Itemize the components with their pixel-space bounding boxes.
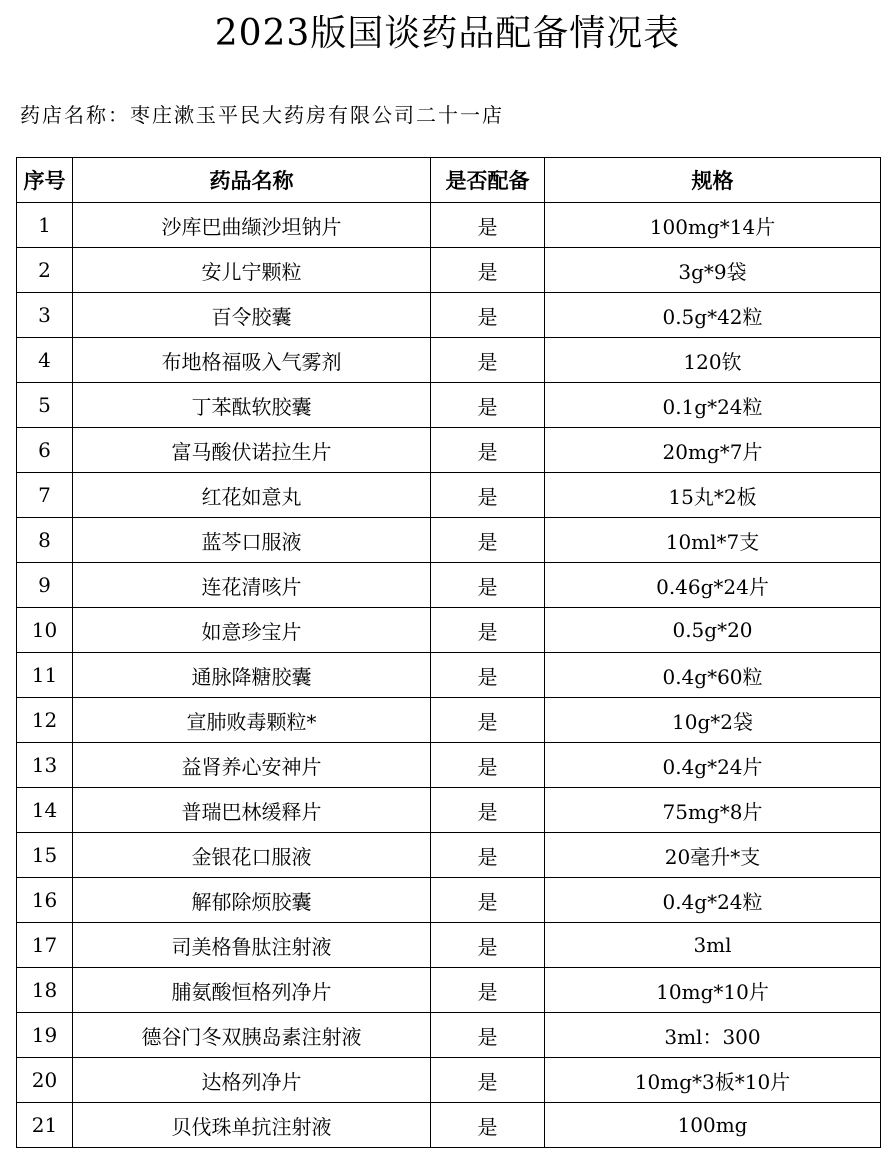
cell-name: 富马酸伏诺拉生片 — [73, 428, 431, 473]
header-stocked: 是否配备 — [431, 158, 545, 203]
table-row — [17, 1103, 881, 1148]
cell-name: 百令胶囊 — [73, 293, 431, 338]
cell-no: 6 — [17, 428, 73, 473]
table-row — [17, 428, 881, 473]
cell-name: 丁苯酞软胶囊 — [73, 383, 431, 428]
cell-name: 益肾养心安神片 — [73, 743, 431, 788]
cell-spec: 0.5g*20 — [545, 608, 881, 653]
cell-no: 10 — [17, 608, 73, 653]
cell-spec: 3ml：300 — [545, 1013, 881, 1058]
cell-name: 德谷门冬双胰岛素注射液 — [73, 1013, 431, 1058]
cell-name: 解郁除烦胶囊 — [73, 878, 431, 923]
cell-stocked: 是 — [431, 1103, 545, 1148]
table-row — [17, 293, 881, 338]
table-row — [17, 743, 881, 788]
store-name: 枣庄漱玉平民大药房有限公司二十一店 — [130, 103, 504, 127]
cell-stocked: 是 — [431, 968, 545, 1013]
cell-no: 19 — [17, 1013, 73, 1058]
cell-stocked: 是 — [431, 338, 545, 383]
cell-spec: 0.4g*24片 — [545, 743, 881, 788]
cell-no: 9 — [17, 563, 73, 608]
cell-no: 7 — [17, 473, 73, 518]
table-row — [17, 383, 881, 428]
cell-name: 宣肺败毒颗粒* — [73, 698, 431, 743]
cell-no: 17 — [17, 923, 73, 968]
cell-stocked: 是 — [431, 473, 545, 518]
cell-no: 21 — [17, 1103, 73, 1148]
cell-name: 布地格福吸入气雾剂 — [73, 338, 431, 383]
cell-no: 20 — [17, 1058, 73, 1103]
cell-stocked: 是 — [431, 383, 545, 428]
cell-name: 通脉降糖胶囊 — [73, 653, 431, 698]
cell-spec: 3g*9袋 — [545, 248, 881, 293]
table-row — [17, 698, 881, 743]
cell-name: 脯氨酸恒格列净片 — [73, 968, 431, 1013]
cell-name: 达格列净片 — [73, 1058, 431, 1103]
cell-stocked: 是 — [431, 203, 545, 248]
table-row — [17, 203, 881, 248]
table-row — [17, 968, 881, 1013]
cell-spec: 0.4g*60粒 — [545, 653, 881, 698]
cell-no: 16 — [17, 878, 73, 923]
cell-stocked: 是 — [431, 698, 545, 743]
cell-stocked: 是 — [431, 608, 545, 653]
cell-stocked: 是 — [431, 428, 545, 473]
cell-stocked: 是 — [431, 923, 545, 968]
cell-no: 18 — [17, 968, 73, 1013]
cell-stocked: 是 — [431, 833, 545, 878]
cell-name: 普瑞巴林缓释片 — [73, 788, 431, 833]
table-row — [17, 878, 881, 923]
header-no: 序号 — [17, 158, 73, 203]
cell-name: 沙库巴曲缬沙坦钠片 — [73, 203, 431, 248]
cell-name: 蓝芩口服液 — [73, 518, 431, 563]
table-row — [17, 923, 881, 968]
cell-spec: 0.1g*24粒 — [545, 383, 881, 428]
cell-spec: 10ml*7支 — [545, 518, 881, 563]
cell-name: 贝伐珠单抗注射液 — [73, 1103, 431, 1148]
cell-no: 5 — [17, 383, 73, 428]
table-row — [17, 338, 881, 383]
cell-stocked: 是 — [431, 563, 545, 608]
table-row — [17, 563, 881, 608]
table-row — [17, 788, 881, 833]
cell-spec: 20mg*7片 — [545, 428, 881, 473]
cell-no: 15 — [17, 833, 73, 878]
cell-spec: 0.4g*24粒 — [545, 878, 881, 923]
cell-stocked: 是 — [431, 1013, 545, 1058]
store-label: 药店名称： — [20, 103, 130, 127]
cell-no: 13 — [17, 743, 73, 788]
table-row — [17, 653, 881, 698]
cell-stocked: 是 — [431, 293, 545, 338]
table-row — [17, 608, 881, 653]
cell-spec: 10g*2袋 — [545, 698, 881, 743]
cell-spec: 0.46g*24片 — [545, 563, 881, 608]
cell-name: 如意珍宝片 — [73, 608, 431, 653]
cell-no: 12 — [17, 698, 73, 743]
page-title: 2023版国谈药品配备情况表 — [214, 13, 681, 54]
cell-name: 安儿宁颗粒 — [73, 248, 431, 293]
cell-stocked: 是 — [431, 788, 545, 833]
cell-spec: 0.5g*42粒 — [545, 293, 881, 338]
cell-no: 4 — [17, 338, 73, 383]
cell-spec: 100mg — [545, 1103, 881, 1148]
cell-no: 2 — [17, 248, 73, 293]
cell-spec: 10mg*3板*10片 — [545, 1058, 881, 1103]
header-name: 药品名称 — [73, 158, 431, 203]
cell-no: 3 — [17, 293, 73, 338]
table-row — [17, 1058, 881, 1103]
cell-name: 金银花口服液 — [73, 833, 431, 878]
cell-spec: 20毫升*支 — [545, 833, 881, 878]
table-header-row — [17, 158, 881, 203]
store-line — [20, 100, 504, 130]
cell-no: 11 — [17, 653, 73, 698]
cell-spec: 75mg*8片 — [545, 788, 881, 833]
drug-table — [16, 157, 881, 1148]
cell-name: 司美格鲁肽注射液 — [73, 923, 431, 968]
table-row — [17, 518, 881, 563]
cell-name: 红花如意丸 — [73, 473, 431, 518]
table-row — [17, 473, 881, 518]
table-body — [17, 203, 881, 1148]
table-row — [17, 1013, 881, 1058]
cell-stocked: 是 — [431, 743, 545, 788]
cell-no: 8 — [17, 518, 73, 563]
table-row — [17, 248, 881, 293]
cell-no: 1 — [17, 203, 73, 248]
cell-stocked: 是 — [431, 1058, 545, 1103]
header-spec: 规格 — [545, 158, 881, 203]
cell-stocked: 是 — [431, 248, 545, 293]
cell-spec: 120钦 — [545, 338, 881, 383]
cell-no: 14 — [17, 788, 73, 833]
cell-name: 连花清咳片 — [73, 563, 431, 608]
cell-spec: 10mg*10片 — [545, 968, 881, 1013]
table-row — [17, 833, 881, 878]
cell-stocked: 是 — [431, 878, 545, 923]
cell-stocked: 是 — [431, 518, 545, 563]
cell-spec: 15丸*2板 — [545, 473, 881, 518]
cell-stocked: 是 — [431, 653, 545, 698]
cell-spec: 3ml — [545, 923, 881, 968]
cell-spec: 100mg*14片 — [545, 203, 881, 248]
